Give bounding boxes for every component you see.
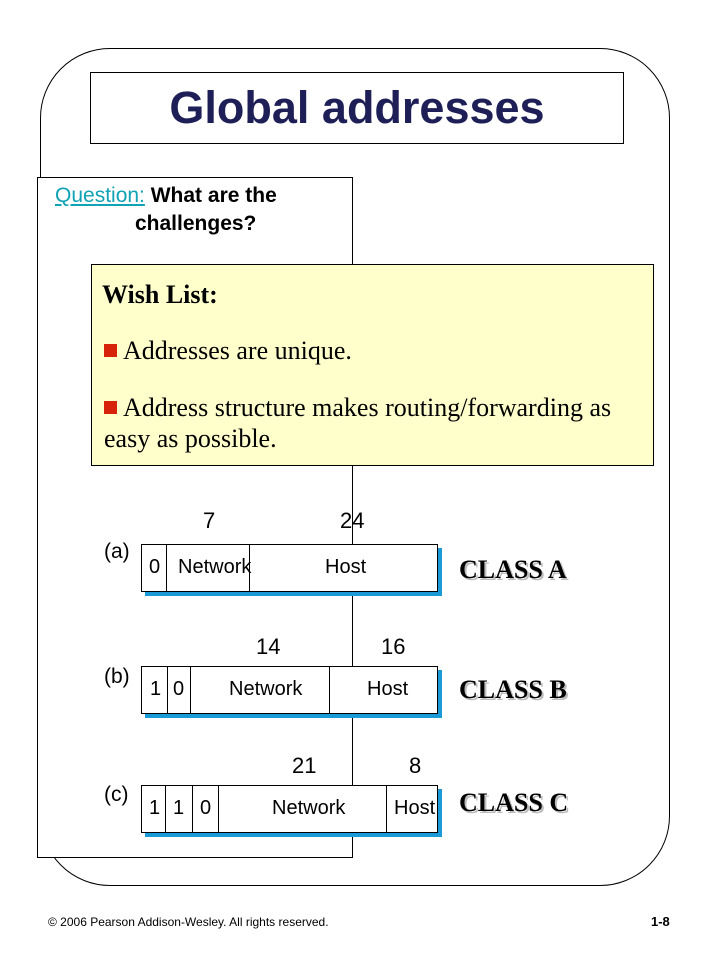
square-bullet-icon [104, 344, 117, 357]
field-divider [165, 786, 166, 832]
address-field: Network [272, 797, 346, 819]
row-label: (b) [104, 665, 130, 688]
page-number: 1-8 [651, 914, 670, 929]
field-divider [386, 786, 387, 832]
field-divider [190, 667, 191, 713]
wish-list-item-text: Address structure makes routing/forwarding as easy as possible. [104, 393, 612, 453]
address-field: 1 [173, 797, 185, 819]
question-text-line2: challenges? [135, 212, 257, 235]
bit-count: 14 [256, 634, 281, 659]
wish-list-item-text: Addresses are unique. [123, 336, 352, 365]
field-divider [329, 667, 330, 713]
bit-count: 8 [409, 753, 422, 778]
class-a-label: CLASS A [459, 555, 567, 584]
question-label[interactable]: Question: [55, 184, 145, 207]
field-divider [167, 667, 168, 713]
bit-count: 21 [292, 753, 317, 778]
class-c-label: CLASS C [459, 788, 569, 817]
address-field: Network [178, 556, 252, 578]
bit-count: 16 [381, 634, 406, 659]
wish-list-item [104, 392, 649, 454]
address-field: 1 [150, 678, 162, 700]
row-label: (c) [104, 783, 129, 806]
wish-list-title: Wish List: [102, 280, 218, 309]
field-divider [192, 786, 193, 832]
wish-list-item [104, 335, 352, 366]
class-c-address-box [141, 785, 438, 833]
wish-list-box [91, 264, 654, 466]
bit-count: 7 [203, 508, 216, 533]
field-divider [218, 786, 219, 832]
title-box [90, 72, 624, 144]
address-field: Host [394, 797, 436, 819]
row-label: (a) [104, 540, 130, 563]
bit-count: 24 [340, 508, 365, 533]
address-field: Host [325, 556, 367, 578]
address-field: Network [229, 678, 303, 700]
class-b-label: CLASS B [459, 675, 567, 704]
address-field: 0 [173, 678, 185, 700]
address-field: 0 [200, 797, 212, 819]
field-divider [166, 545, 167, 591]
question [55, 182, 350, 238]
class-a-address-box [141, 544, 438, 592]
square-bullet-icon [104, 401, 117, 414]
address-field: Host [367, 678, 409, 700]
address-field: 0 [149, 556, 161, 578]
class-b-address-box [141, 666, 438, 714]
address-field: 1 [149, 797, 161, 819]
question-text-line1: What are the [150, 184, 277, 207]
page-title: Global addresses [169, 82, 545, 133]
footer-copyright: © 2006 Pearson Addison-Wesley. All rights reserved. [48, 915, 329, 929]
